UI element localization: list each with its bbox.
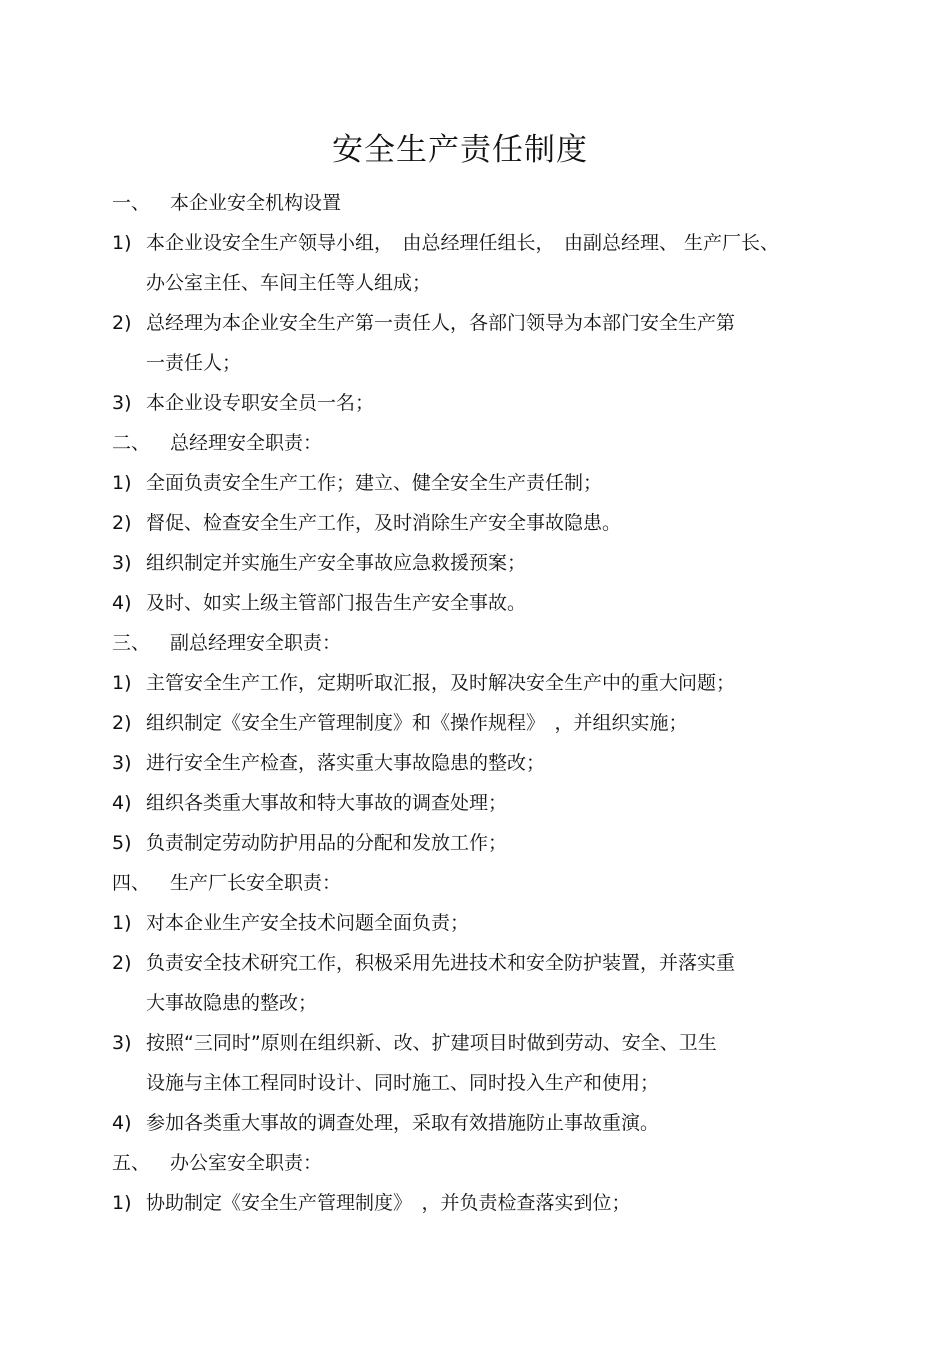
section-heading (112, 1143, 847, 1183)
list-item (112, 383, 847, 423)
list-item-text: 组织各类重大事故和特大事故的调查处理； (146, 792, 508, 814)
list-item-number: 4) (112, 1112, 132, 1134)
list-item-number: 3) (112, 1032, 132, 1054)
list-item-text: 协助制定《安全生产管理制度》 ，并负责检查落实到位； (146, 1192, 631, 1214)
list-item-number: 2) (112, 712, 132, 734)
list-item-text: 办公室主任、车间主任等人组成； (146, 272, 432, 294)
list-item-text: 主管安全生产工作，定期听取汇报，及时解决安全生产中的重大问题； (146, 672, 736, 694)
section-heading (112, 423, 847, 463)
list-item (112, 1023, 847, 1063)
list-item (112, 503, 847, 543)
section-heading (112, 863, 847, 903)
list-item (112, 463, 847, 503)
list-item (112, 823, 847, 863)
section-number: 四、 (112, 872, 151, 894)
list-item-number: 3) (112, 392, 132, 414)
list-item-text: 按照“三同时”原则在组织新、改、扩建项目时做到劳动、安全、卫生 (146, 1032, 717, 1054)
list-item-number: 3) (112, 552, 132, 574)
list-item (112, 1183, 847, 1223)
list-item-text: 进行安全生产检查，落实重大事故隐患的整改； (146, 752, 546, 774)
list-item-continuation (112, 1063, 847, 1103)
list-item-number: 4) (112, 592, 132, 614)
section-number: 一、 (112, 192, 151, 214)
list-item-text: 对本企业生产安全技术问题全面负责； (146, 912, 470, 934)
list-item-continuation (112, 343, 847, 383)
list-item (112, 583, 847, 623)
section-title: 总经理安全职责： (170, 432, 323, 454)
list-item-text: 及时、如实上级主管部门报告生产安全事故。 (146, 592, 527, 614)
list-item (112, 743, 847, 783)
section-title: 办公室安全职责： (170, 1152, 323, 1174)
list-item-text: 全面负责安全生产工作；建立、健全安全生产责任制； (146, 472, 603, 494)
document-body (112, 183, 847, 1223)
list-item-number: 1) (112, 672, 132, 694)
list-item-number: 2) (112, 952, 132, 974)
list-item-number: 2) (112, 512, 132, 534)
list-item-text: 大事故隐患的整改； (146, 992, 318, 1014)
list-item-text: 参加各类重大事故的调查处理，采取有效措施防止事故重演。 (146, 1112, 660, 1134)
list-item (112, 663, 847, 703)
list-item-number: 1) (112, 472, 132, 494)
section-title: 生产厂长安全职责： (170, 872, 342, 894)
list-item-number: 4) (112, 792, 132, 814)
list-item-number: 3) (112, 752, 132, 774)
list-item-text: 负责安全技术研究工作，积极采用先进技术和安全防护装置，并落实重 (146, 952, 736, 974)
list-item-text: 本企业设安全生产领导小组， 由总经理任组长， 由副总经理、 生产厂长、 (146, 232, 780, 254)
list-item-number: 2) (112, 312, 132, 334)
list-item (112, 303, 847, 343)
list-item (112, 703, 847, 743)
list-item-text: 总经理为本企业安全生产第一责任人，各部门领导为本部门安全生产第 (146, 312, 736, 334)
list-item (112, 1103, 847, 1143)
list-item-text: 一责任人； (146, 352, 242, 374)
list-item-text: 设施与主体工程同时设计、同时施工、同时投入生产和使用； (146, 1072, 660, 1094)
section-number: 五、 (112, 1152, 151, 1174)
section-title: 副总经理安全职责： (170, 632, 342, 654)
list-item (112, 943, 847, 983)
list-item-continuation (112, 263, 847, 303)
section-title: 本企业安全机构设置 (170, 192, 342, 214)
list-item-text: 组织制定并实施生产安全事故应急救援预案； (146, 552, 527, 574)
list-item (112, 903, 847, 943)
section-heading (112, 183, 847, 223)
list-item-text: 督促、检查安全生产工作，及时消除生产安全事故隐患。 (146, 512, 622, 534)
list-item-continuation (112, 983, 847, 1023)
list-item (112, 223, 847, 263)
list-item-text: 负责制定劳动防护用品的分配和发放工作； (146, 832, 508, 854)
section-number: 二、 (112, 432, 151, 454)
list-item-number: 1) (112, 232, 132, 254)
list-item-text: 组织制定《安全生产管理制度》和《操作规程》 ，并组织实施； (146, 712, 688, 734)
section-heading (112, 623, 847, 663)
list-item (112, 543, 847, 583)
list-item-number: 1) (112, 912, 132, 934)
document-title: 安全生产责任制度 (332, 132, 588, 168)
section-number: 三、 (112, 632, 151, 654)
list-item-text: 本企业设专职安全员一名； (146, 392, 375, 414)
list-item-number: 1) (112, 1192, 132, 1214)
list-item-number: 5) (112, 832, 132, 854)
list-item (112, 783, 847, 823)
